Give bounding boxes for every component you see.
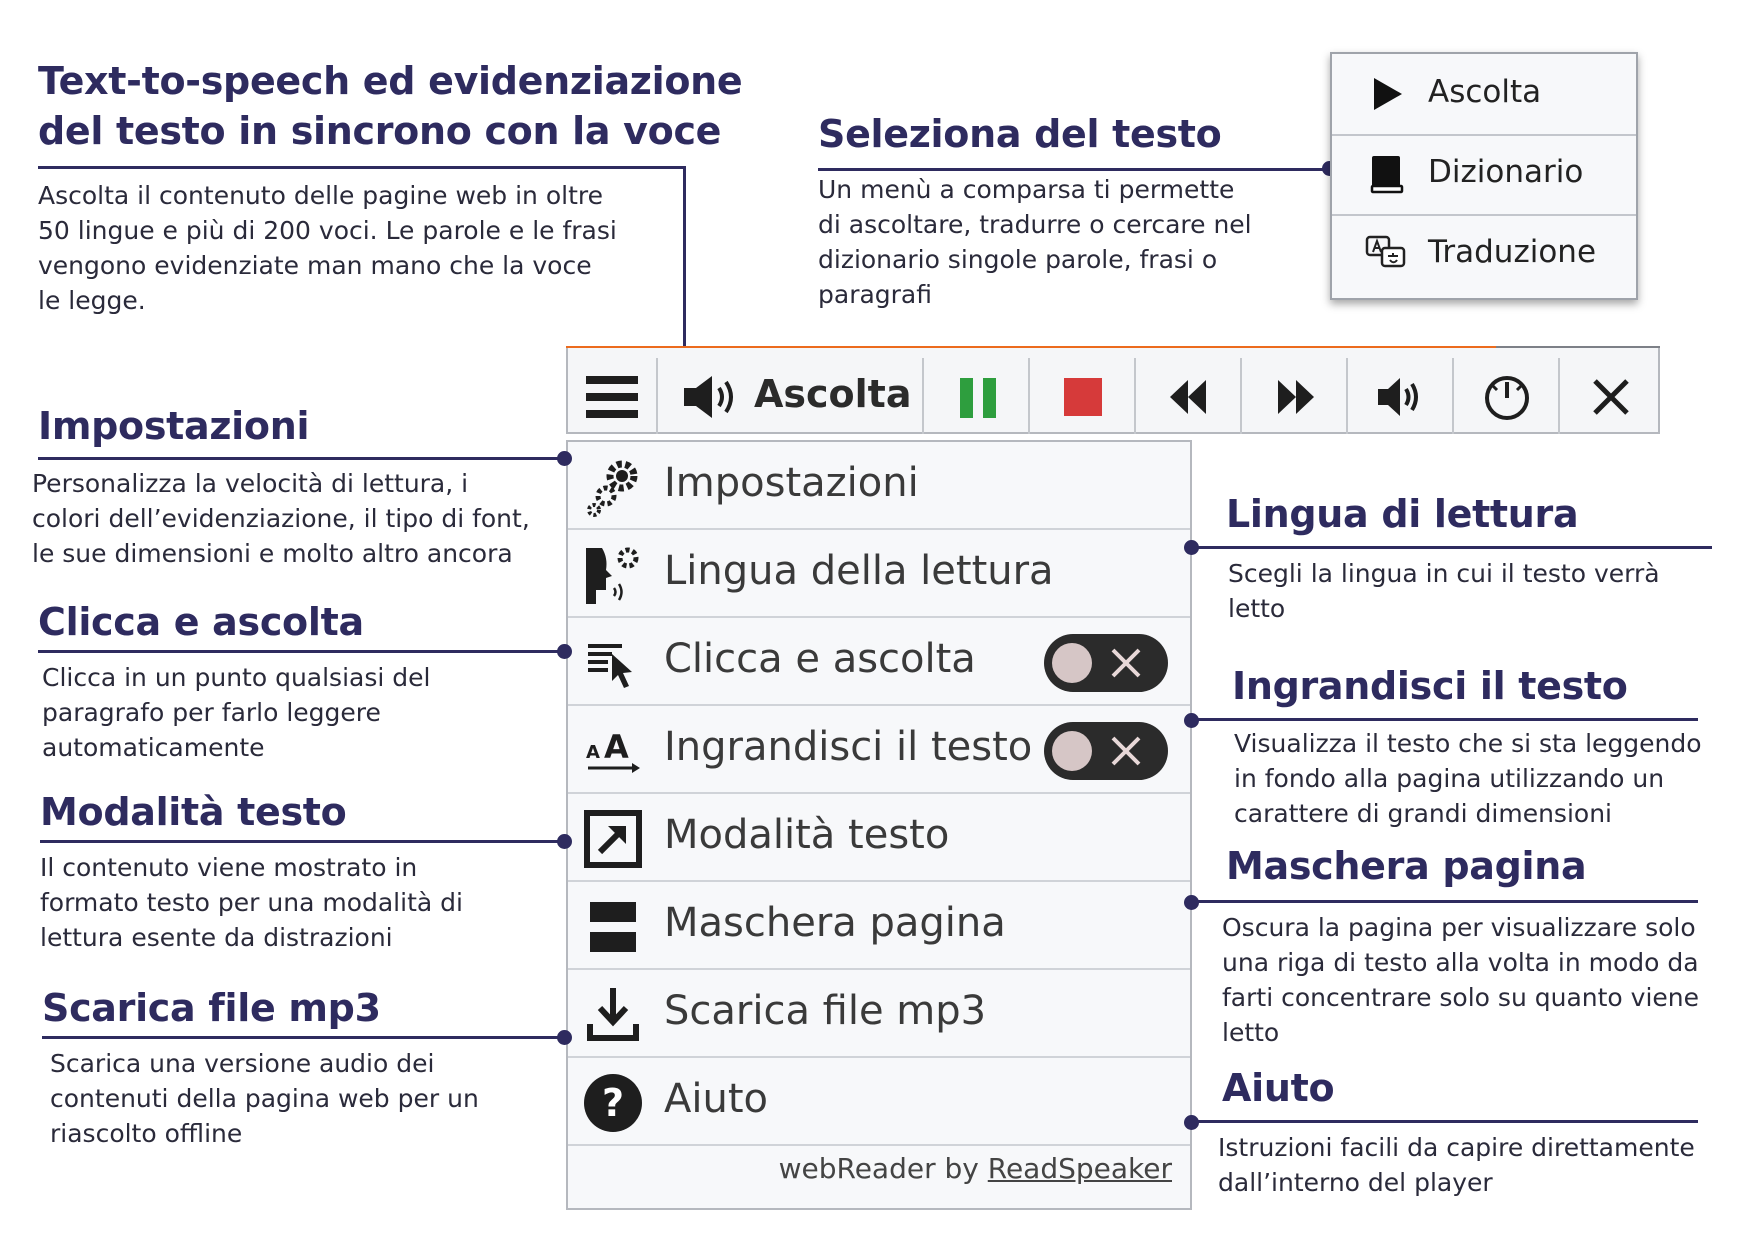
text-mode-title: Modalità testo xyxy=(40,790,347,834)
language-connector xyxy=(1192,546,1712,549)
settings-menu xyxy=(566,440,1192,1210)
select-connector xyxy=(818,168,1328,171)
pause-icon xyxy=(958,378,998,418)
download-connector xyxy=(42,1036,566,1039)
svg-text:A: A xyxy=(586,742,600,763)
settings-description: Personalizza la velocità di lettura, i colori dell’evidenziazione, il tipo di font, le sue dimensioni e molto altro ancora xyxy=(32,469,530,568)
svg-text:?: ? xyxy=(601,1081,625,1125)
tts-connector-h xyxy=(38,166,686,169)
forward-button[interactable] xyxy=(1242,358,1348,434)
settings-connector xyxy=(38,457,566,460)
click-listen-connector xyxy=(38,650,566,653)
pause-button[interactable] xyxy=(924,358,1030,434)
listen-button[interactable]: Ascolta xyxy=(658,358,924,434)
enlarge-title: Ingrandisci il testo xyxy=(1232,664,1628,708)
download-title: Scarica file mp3 xyxy=(42,986,381,1030)
gears-icon xyxy=(582,456,644,518)
player-toolbar xyxy=(566,348,1660,434)
language-description: Scegli la lingua in cui il testo verrà letto xyxy=(1228,559,1660,623)
speed-icon xyxy=(1483,374,1531,420)
menu-footer: webReader by ReadSpeaker xyxy=(778,1152,1172,1185)
mask-title: Maschera pagina xyxy=(1226,844,1587,888)
selection-item-translation[interactable]: Traduzione xyxy=(1332,214,1636,294)
click-listen-title: Clicca e ascolta xyxy=(38,600,364,644)
menu-item-settings[interactable]: Impostazioni xyxy=(568,442,1190,530)
select-description: Un menù a comparsa ti permette di ascoltare, tradurre o cercare nel dizionario singole parole, frasi o paragrafi xyxy=(818,175,1252,309)
help-description: Istruzioni facili da capire direttamente dall’interno del player xyxy=(1218,1133,1695,1197)
text-mode-connector xyxy=(40,840,566,843)
mask-connector xyxy=(1192,900,1698,903)
enlarge-text-toggle[interactable] xyxy=(1044,722,1168,780)
click-listen-connector-dot xyxy=(557,644,572,659)
click-text-icon xyxy=(582,632,644,694)
page-mask-icon xyxy=(582,896,644,958)
translate-icon xyxy=(1364,232,1408,276)
click-listen-description: Clicca in un punto qualsiasi del paragrafo per farlo leggere automaticamente xyxy=(42,663,431,762)
selection-item-dictionary[interactable]: Dizionario xyxy=(1332,134,1636,216)
speed-button[interactable] xyxy=(1454,358,1560,434)
close-icon xyxy=(1592,378,1630,416)
close-button[interactable] xyxy=(1560,358,1660,434)
menu-button[interactable] xyxy=(568,358,658,434)
tts-description: Ascolta il contenuto delle pagine web in oltre 50 lingue e più di 200 voci. Le parole e le frasi vengono evidenziate man mano che la voce le legge. xyxy=(38,181,617,315)
enlarge-connector xyxy=(1192,718,1698,721)
settings-connector-dot xyxy=(557,451,572,466)
menu-item-click-listen[interactable]: Clicca e ascolta xyxy=(568,618,1190,706)
text-mode-description: Il contenuto viene mostrato in formato testo per una modalità di lettura esente da distrazioni xyxy=(40,853,463,952)
menu-item-page-mask[interactable]: Maschera pagina xyxy=(568,882,1190,970)
help-connector xyxy=(1192,1120,1698,1123)
menu-item-text-mode[interactable]: Modalità testo xyxy=(568,794,1190,882)
download-description: Scarica una versione audio dei contenuti della pagina web per un riascolto offline xyxy=(50,1049,479,1148)
language-title: Lingua di lettura xyxy=(1226,492,1579,536)
click-listen-toggle[interactable] xyxy=(1044,634,1168,692)
menu-item-help[interactable]: ? Aiuto xyxy=(568,1058,1190,1146)
svg-text:A: A xyxy=(604,728,629,766)
enlarge-text-icon xyxy=(582,720,644,782)
rewind-button[interactable] xyxy=(1136,358,1242,434)
stop-button[interactable] xyxy=(1030,358,1136,434)
selection-item-listen[interactable]: Ascolta xyxy=(1332,54,1636,136)
select-title: Seleziona del testo xyxy=(818,112,1222,156)
toggle-knob xyxy=(1052,643,1092,683)
book-icon xyxy=(1364,152,1408,196)
forward-icon xyxy=(1276,380,1314,414)
help-title: Aiuto xyxy=(1222,1066,1335,1110)
text-mode-icon xyxy=(582,808,644,870)
rewind-icon xyxy=(1170,380,1208,414)
tts-connector-v xyxy=(683,166,686,366)
text-mode-connector-dot xyxy=(557,834,572,849)
download-icon xyxy=(582,984,644,1046)
tts-title: Text-to-speech ed evidenziazione del testo in sincrono con la voce xyxy=(38,59,743,153)
menu-item-download-mp3[interactable]: Scarica file mp3 xyxy=(568,970,1190,1058)
menu-icon xyxy=(586,376,638,418)
speaker-icon xyxy=(682,374,738,420)
help-icon xyxy=(582,1072,644,1134)
speaking-head-icon xyxy=(582,544,644,606)
toggle-knob xyxy=(1052,731,1092,771)
selection-popup-menu xyxy=(1330,52,1638,300)
mask-description: Oscura la pagina per visualizzare solo una riga di testo alla volta in modo da farti concentrare solo su quanto viene letto xyxy=(1222,913,1700,1047)
play-icon xyxy=(1364,72,1408,116)
toggle-off-icon xyxy=(1110,647,1142,679)
download-connector-dot xyxy=(557,1030,572,1045)
readspeaker-link[interactable]: ReadSpeaker xyxy=(987,1152,1172,1185)
toggle-off-icon xyxy=(1110,735,1142,767)
volume-icon xyxy=(1376,376,1424,418)
menu-item-enlarge-text[interactable]: A A Ingrandisci il testo xyxy=(568,706,1190,794)
menu-item-reading-language[interactable]: Lingua della lettura xyxy=(568,530,1190,618)
stop-icon xyxy=(1064,378,1102,416)
settings-title: Impostazioni xyxy=(38,404,310,448)
volume-button[interactable] xyxy=(1348,358,1454,434)
enlarge-description: Visualizza il testo che si sta leggendo in fondo alla pagina utilizzando un carattere di grandi dimensioni xyxy=(1234,729,1702,828)
